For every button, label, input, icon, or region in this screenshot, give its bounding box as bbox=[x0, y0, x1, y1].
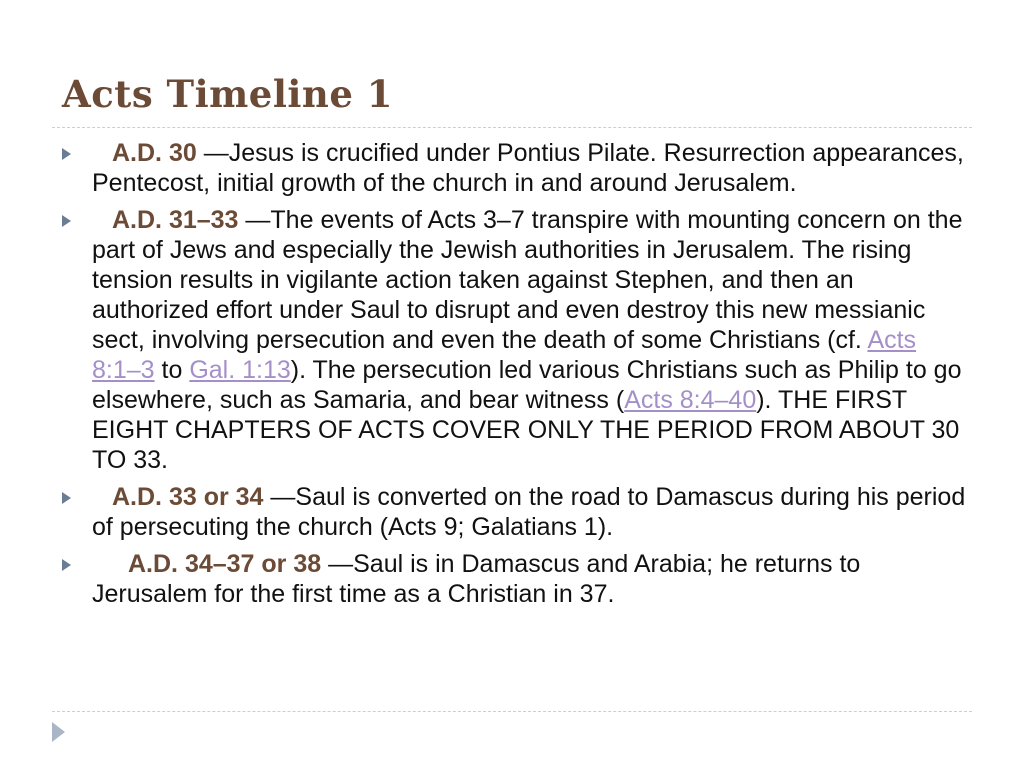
bullet-text: ). THE FIRST EIGHT CHAPTERS OF ACTS COVER ONLY THE PERIOD FROM ABOUT 30 TO 33. bbox=[92, 386, 960, 474]
bullet-date: A.D. 33 or 34 bbox=[112, 483, 264, 511]
bullet-text: to bbox=[154, 356, 190, 384]
bullet-item-ad30 bbox=[0, 138, 1024, 198]
bullet-date: A.D. 31–33 bbox=[112, 206, 239, 234]
triangle-bullet-icon bbox=[62, 148, 71, 160]
triangle-bullet-icon bbox=[62, 215, 71, 227]
next-slide-arrow-icon[interactable] bbox=[52, 722, 65, 742]
top-divider bbox=[52, 127, 972, 128]
slide-title: Acts Timeline 1 bbox=[62, 72, 393, 116]
bullet-text: —Saul is in Damascus and Arabia; he returns to Jerusalem for the first time as a Christian in 37. bbox=[92, 550, 861, 608]
bullet-item-ad31-33 bbox=[0, 205, 1024, 475]
scripture-link-acts-8-1-3[interactable]: Acts 8:1–3 bbox=[92, 326, 917, 384]
bullet-list bbox=[0, 138, 1024, 616]
triangle-bullet-icon bbox=[62, 492, 71, 504]
scripture-link-acts-8-4-40[interactable]: Acts 8:4–40 bbox=[624, 386, 757, 414]
bullet-text: —Saul is converted on the road to Damascus during his period of persecuting the church (Acts 9; Galatians 1). bbox=[92, 483, 966, 541]
bullet-item-ad34-38 bbox=[0, 549, 1024, 609]
bullet-date: A.D. 34–37 or 38 bbox=[128, 550, 322, 578]
scripture-link-gal-1-13[interactable]: Gal. 1:13 bbox=[189, 356, 291, 384]
bottom-divider bbox=[52, 711, 972, 712]
bullet-item-ad33-34 bbox=[0, 482, 1024, 542]
bullet-text: —The events of Acts 3–7 transpire with mounting concern on the part of Jews and especially the Jewish authorities in Jerusalem. The rising tension results in vigilante action taken against Stephen, and then an authorized effort under Saul to disrupt and even destroy this new messianic sect, involving persecution and even the death of some Christians (cf. bbox=[92, 206, 963, 354]
triangle-bullet-icon bbox=[62, 559, 71, 571]
bullet-text: —Jesus is crucified under Pontius Pilate. Resurrection appearances, Pentecost, initial growth of the church in and around Jerusalem. bbox=[92, 139, 964, 197]
bullet-text: ). The persecution led various Christians such as Philip to go elsewhere, such as Samaria, and bear witness ( bbox=[92, 356, 962, 414]
bullet-date: A.D. 30 bbox=[112, 139, 197, 167]
